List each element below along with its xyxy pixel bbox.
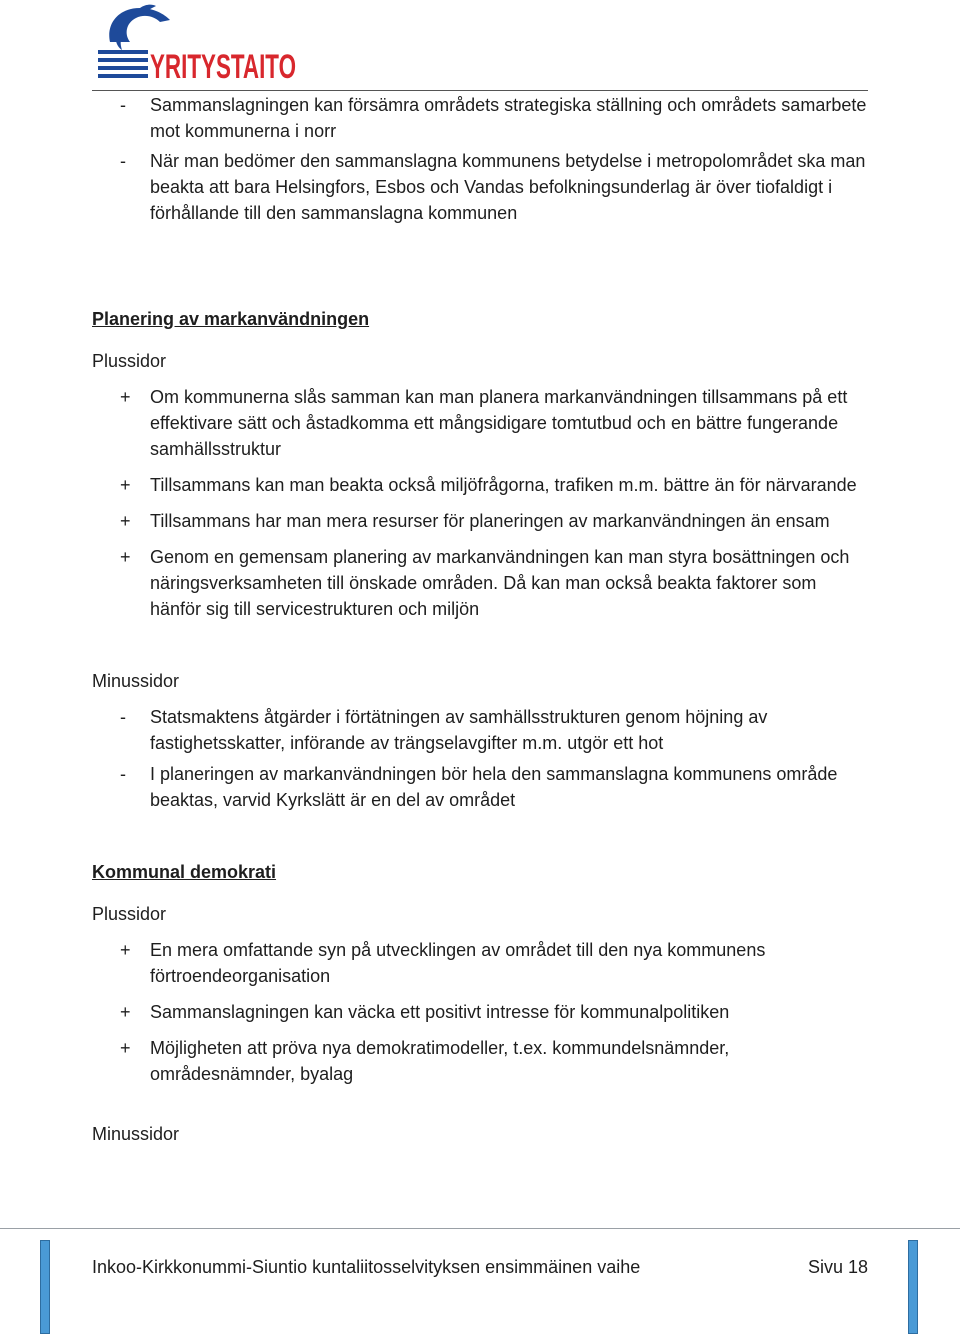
bullet-marker: - (120, 764, 126, 784)
plus-label: Plussidor (92, 351, 167, 371)
list-item-text: Genom en gemensam planering av markanvändningen kan man styra bosättningen och näringsverksamheten till önskade områden. Då kan man också beakta faktorer som hänför sig till servicestrukturen och miljön (150, 547, 850, 619)
list-item-text: Tillsammans har man mera resurser för planeringen av markanvändningen än ensam (150, 511, 830, 531)
list-item-text: Statsmaktens åtgärder i förtätningen av samhällsstrukturen genom höjning av fastighetsskatter, införande av trängselavgifter m.m. utgör ett hot (150, 707, 768, 753)
plus-marker: + (120, 1038, 131, 1058)
dolphin-logo-icon (96, 2, 300, 86)
plus-marker: + (120, 940, 131, 960)
list-item-text: Möjligheten att pröva nya demokratimodeller, t.ex. kommundelsnämnder, områdesnämnder, byalag (150, 1038, 730, 1084)
plus-marker: + (120, 1002, 131, 1022)
list-item-text: Sammanslagningen kan väcka ett positivt intresse för kommunalpolitiken (150, 1002, 730, 1022)
footer-left-bar (40, 1240, 50, 1334)
list-item-text: En mera omfattande syn på utvecklingen av området till den nya kommunens förtroendeorganisation (150, 940, 766, 986)
list-item (92, 472, 872, 498)
yritystaito-logo (96, 2, 300, 86)
list-item-text: I planeringen av markanvändningen bör hela den sammanslagna kommunens område beaktas, varvid Kyrkslätt är en del av området (150, 764, 838, 810)
list-item (92, 999, 872, 1025)
bullet-marker: - (120, 95, 126, 115)
list-item (92, 384, 872, 462)
list-item (92, 508, 872, 534)
list-item (92, 704, 872, 756)
plus-marker: + (120, 387, 131, 407)
bullet-marker: - (120, 151, 126, 171)
plus-label: Plussidor (92, 904, 167, 924)
section-heading: Planering av markanvändningen (92, 309, 370, 329)
footer-right-bar (908, 1240, 918, 1334)
list-item-text: Sammanslagningen kan försämra områdets strategiska ställning och områdets samarbete mot kommunerna i norr (150, 95, 867, 141)
minus-label: Minussidor (92, 671, 180, 691)
logo-wordmark: YRITYSTAITO (150, 48, 296, 86)
document-body (92, 90, 872, 1147)
list-item (92, 148, 872, 226)
list-item-text: Tillsammans kan man beakta också miljöfrågorna, trafiken m.m. bättre än för närvarande (150, 475, 857, 495)
bullet-marker: - (120, 707, 126, 727)
list-item-text: När man bedömer den sammanslagna kommunens betydelse i metropolområdet ska man beakta att bara Helsingfors, Esbos och Vandas befolkningsunderlag är över tiofaldigt i förhållande till den sammanslagna kommunen (150, 151, 866, 223)
section-heading: Kommunal demokrati (92, 862, 277, 882)
page-number: Sivu 18 (807, 1257, 868, 1277)
footer-title: Inkoo-Kirkkonummi-Siuntio kuntaliitosselvityksen ensimmäinen vaihe (92, 1257, 641, 1277)
list-item (92, 544, 872, 622)
plus-marker: + (120, 547, 131, 567)
footer-divider (0, 1228, 960, 1229)
list-item-text: Om kommunerna slås samman kan man planera markanvändningen tillsammans på ett effektivare sätt och åstadkomma ett mångsidigare tomtutbud och en bättre fungerande samhällsstruktur (150, 387, 848, 459)
list-item (92, 937, 872, 989)
plus-marker: + (120, 475, 131, 495)
list-item (92, 761, 872, 813)
minus-label: Minussidor (92, 1124, 180, 1144)
list-item (92, 1035, 872, 1087)
plus-marker: + (120, 511, 131, 531)
list-item (92, 92, 872, 144)
